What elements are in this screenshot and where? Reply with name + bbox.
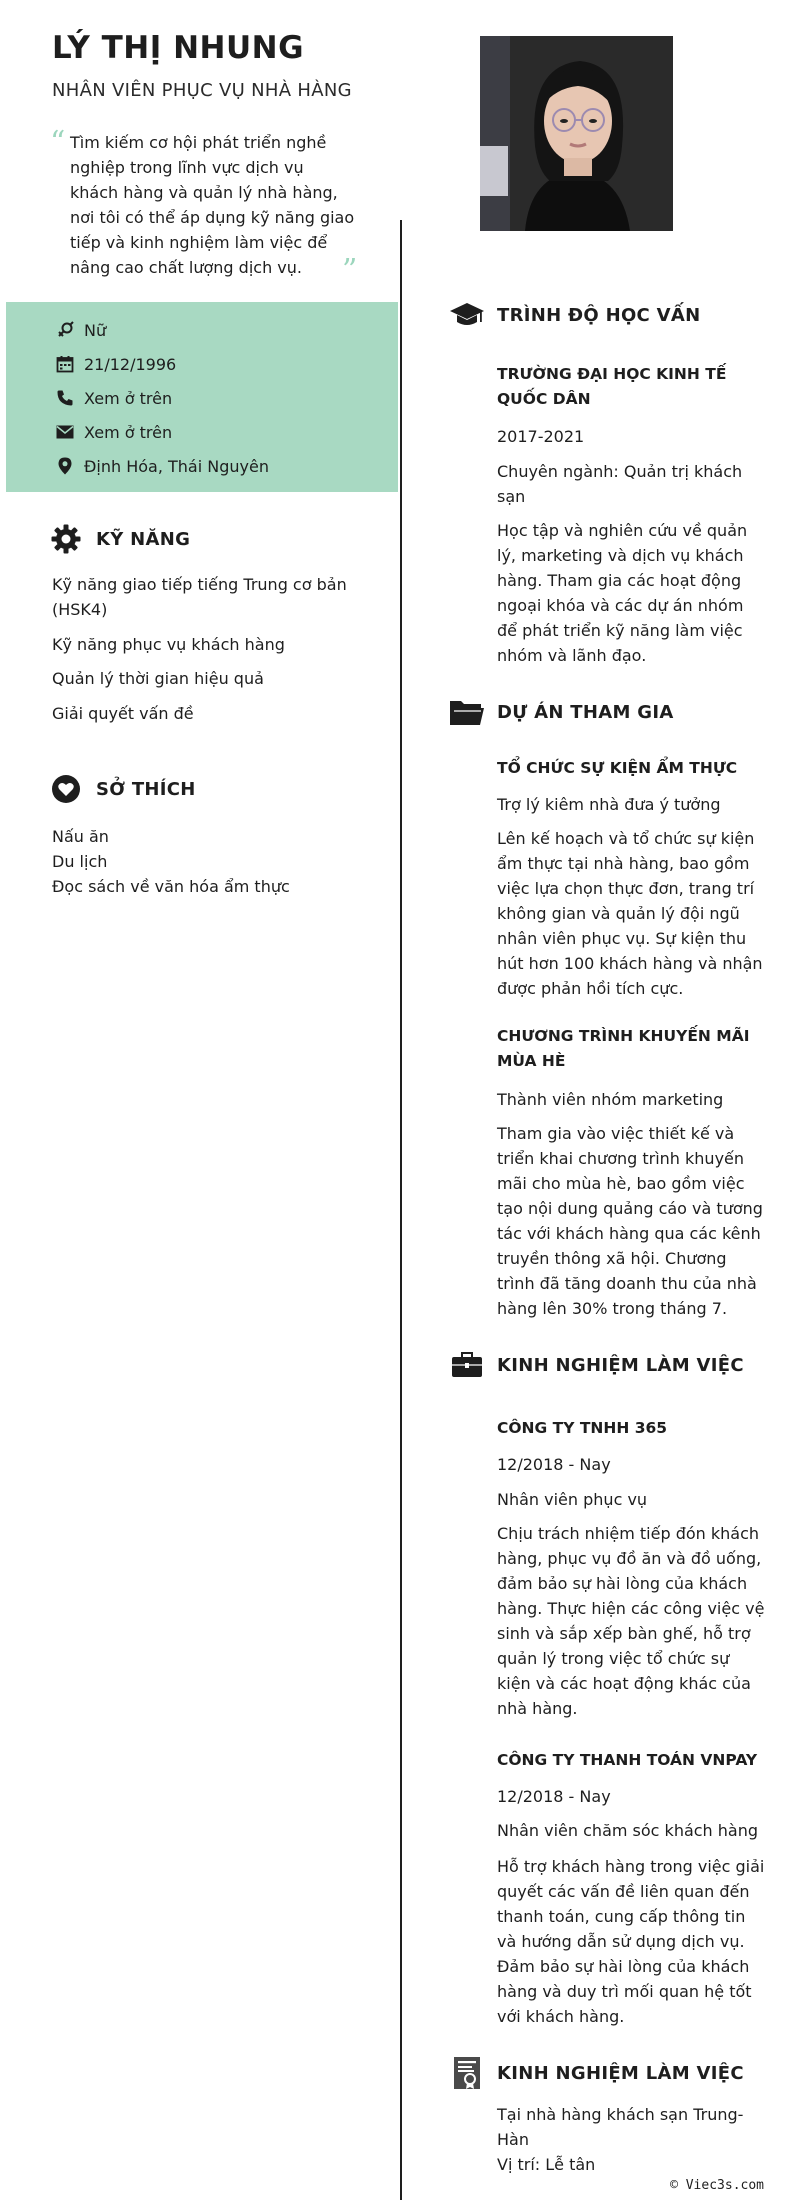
hobby-item: Du lịch — [52, 852, 108, 871]
hobby-item: Nấu ăn — [52, 827, 109, 846]
graduation-cap-icon — [449, 300, 485, 330]
folder-icon — [449, 697, 485, 727]
heart-icon — [48, 774, 84, 804]
skill-item: Kỹ năng giao tiếp tiếng Trung cơ bản (HSK4) — [52, 575, 347, 619]
education-period: 2017-2021 — [497, 427, 585, 446]
dob-value: 21/12/1996 — [84, 354, 177, 374]
briefcase-icon — [449, 1350, 485, 1380]
address-value: Định Hóa, Thái Nguyên — [84, 456, 269, 476]
quote-close-icon: ” — [342, 253, 358, 288]
job-period: 12/2018 - Nay — [497, 1455, 611, 1474]
calendar-icon — [54, 353, 76, 375]
project-description: Lên kế hoạch và tổ chức sự kiện ẩm thực tại nhà hàng, bao gồm việc lựa chọn thực đơn, trang trí không gian và quản lý đội ngũ nhân viên phục vụ. Sự kiện thu hút hơn 100 khách hàng và nhận được phản hồi tích cực. — [497, 829, 763, 998]
projects-heading — [449, 697, 674, 727]
school-name: TRƯỜNG ĐẠI HỌC KINH TẾ QUỐC DÂN — [497, 365, 727, 408]
project-name: CHƯƠNG TRÌNH KHUYẾN MÃI MÙA HÈ — [497, 1027, 750, 1070]
job-title: NHÂN VIÊN PHỤC VỤ NHÀ HÀNG — [52, 80, 352, 101]
hobby-item: Đọc sách về văn hóa ẩm thực — [52, 877, 290, 896]
skill-item: Kỹ năng phục vụ khách hàng — [52, 635, 285, 654]
project-description: Tham gia vào việc thiết kế và triển khai chương trình khuyến mãi cho mùa hè, bao gồm việc tạo nội dung quảng cáo và tương tác với khách hàng qua các kênh truyền thông xã hội. Chương trình đã tăng doanh thu của nhà hàng lên 30% trong tháng 7. — [497, 1124, 763, 1318]
email-value: Xem ở trên — [84, 422, 173, 442]
education-heading — [449, 300, 700, 330]
company-name: CÔNG TY THANH TOÁN VNPAY — [497, 1751, 758, 1769]
skill-item: Giải quyết vấn đề — [52, 704, 194, 723]
footer-watermark: © Viec3s.com — [670, 2178, 764, 2193]
candidate-name: LÝ THỊ NHUNG — [52, 30, 305, 66]
company-name: CÔNG TY TNHH 365 — [497, 1419, 668, 1437]
phone-value: Xem ở trên — [84, 388, 173, 408]
certificate-icon — [449, 2058, 485, 2088]
quote-open-icon: “ — [50, 125, 66, 160]
skills-heading — [48, 524, 190, 554]
job-position: Nhân viên chăm sóc khách hàng — [497, 1821, 759, 1840]
job-description: Chịu trách nhiệm tiếp đón khách hàng, phục vụ đồ ăn và đồ uống, đảm bảo sự hài lòng của khách hàng. Thực hiện các công việc vệ sinh và sắp xếp bàn ghế, hỗ trợ quản lý trong việc tổ chức sự kiện và các hoạt động khác của nhà hàng. — [497, 1524, 765, 1718]
projects-title: DỰ ÁN THAM GIA — [497, 701, 674, 723]
phone-row — [54, 386, 172, 410]
phone-icon — [54, 387, 76, 409]
experience-heading — [449, 1350, 744, 1380]
project-role: Thành viên nhóm marketing — [497, 1090, 724, 1109]
project-role: Trợ lý kiêm nhà đưa ý tưởng — [497, 795, 721, 814]
education-description: Học tập và nghiên cứu về quản lý, marketing và dịch vụ khách hàng. Tham gia các hoạt động ngoại khóa và các dự án nhóm để phát triển kỹ năng làm việc nhóm và lãnh đạo. — [497, 521, 748, 665]
personal-info-panel — [6, 302, 398, 492]
gender-row — [54, 318, 106, 342]
hobbies-heading — [48, 774, 196, 804]
skill-item: Quản lý thời gian hiệu quả — [52, 669, 264, 688]
project-name: TỔ CHỨC SỰ KIỆN ẨM THỰC — [497, 759, 738, 777]
email-icon — [54, 421, 76, 443]
job-position: Nhân viên phục vụ — [497, 1490, 648, 1509]
experience-title: KINH NGHIỆM LÀM VIỆC — [497, 1354, 744, 1376]
location-pin-icon — [54, 455, 76, 477]
gender-icon — [54, 319, 76, 341]
workplace: Tại nhà hàng khách sạn Trung-Hàn — [497, 2105, 744, 2149]
skills-title: KỸ NĂNG — [96, 528, 191, 550]
profile-photo — [480, 36, 673, 231]
workplace-position: Vị trí: Lễ tân — [497, 2155, 596, 2174]
dob-row — [54, 352, 176, 376]
job-period: 12/2018 - Nay — [497, 1787, 611, 1806]
experience2-heading — [449, 2058, 744, 2088]
hobbies-title: SỞ THÍCH — [96, 778, 196, 800]
job-description: Hỗ trợ khách hàng trong việc giải quyết các vấn đề liên quan đến thanh toán, cung cấp thông tin và hướng dẫn sử dụng dịch vụ. Đảm bảo sự hài lòng của khách hàng và duy trì mối quan hệ tốt với khách hàng. — [497, 1857, 765, 2026]
career-objective: Tìm kiếm cơ hội phát triển nghề nghiệp trong lĩnh vực dịch vụ khách hàng và quản lý nhà hàng, nơi tôi có thể áp dụng kỹ năng giao tiếp và kinh nghiệm làm việc để nâng cao chất lượng dịch vụ. — [70, 133, 355, 277]
gender-value: Nữ — [84, 320, 107, 340]
column-divider — [400, 220, 402, 2200]
experience2-title: KINH NGHIỆM LÀM VIỆC — [497, 2062, 744, 2084]
email-row — [54, 420, 172, 444]
gear-icon — [48, 524, 84, 554]
address-row — [54, 454, 269, 478]
education-title: TRÌNH ĐỘ HỌC VẤN — [497, 304, 701, 326]
education-major: Chuyên ngành: Quản trị khách sạn — [497, 462, 743, 506]
